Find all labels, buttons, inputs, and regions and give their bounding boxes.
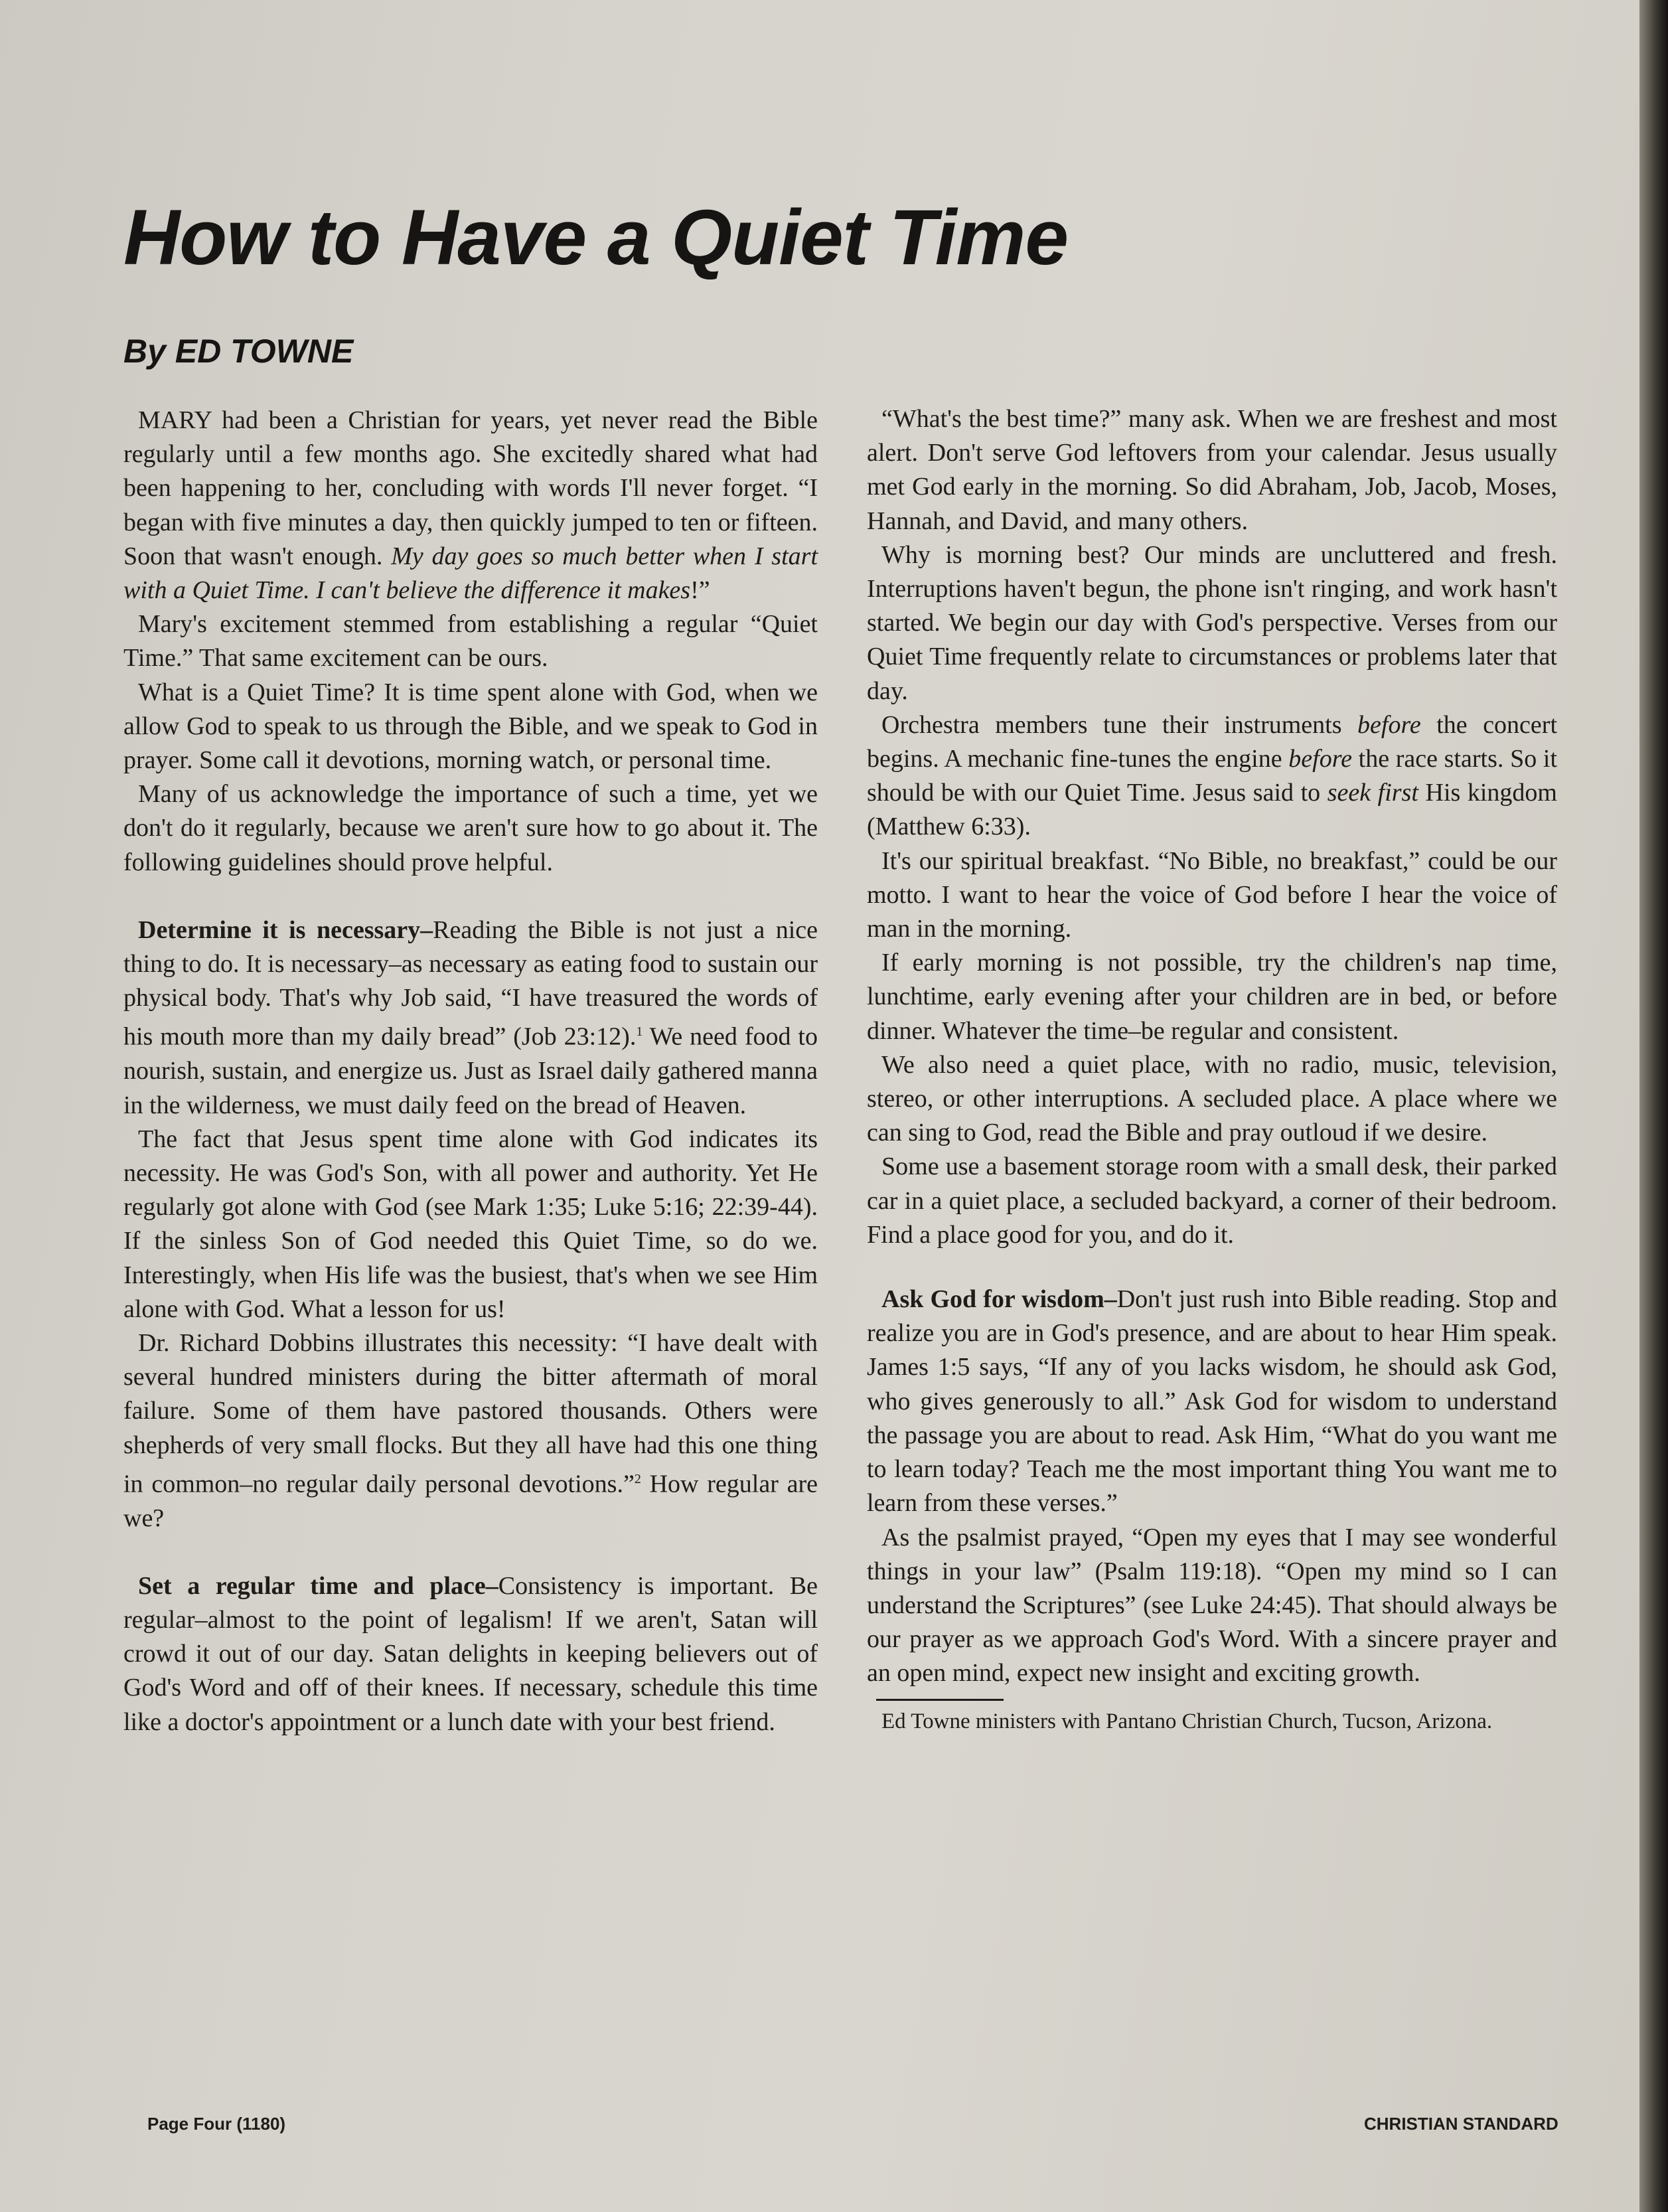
right-column bbox=[867, 402, 1557, 1733]
paragraph: Determine it is necessary–Reading the Bible is not just a nice thing to do. It is necessary–as necessary as eating food to sustain our physical body. That's why Job said, “I have treasured the words of his mouth more than my daily bread” (Job 23:12).$^1$ We need food to nourish, sustain, and energize us. Just as Israel daily gathered manna in the wilderness, we must daily feed on the bread of Heaven. bbox=[123, 915, 818, 1119]
section-heading: Set a regular time and place– bbox=[138, 1571, 498, 1600]
paragraph: Some use a basement storage room with a small desk, their parked car in a quiet place, a secluded backyard, a corner of their bedroom. Find a place good for you, and do it. bbox=[867, 1152, 1557, 1249]
byline: By ED TOWNE bbox=[123, 333, 354, 370]
paragraph: “What's the best time?” many ask. When we are freshest and most alert. Don't serve God leftovers from your calendar. Jesus usually met God early in the morning. So did Abraham, Job, Jacob, Moses, Hannah, and David, and many others. bbox=[867, 405, 1557, 535]
paragraph: Mary's excitement stemmed from establishing a regular “Quiet Time.” That same excitement can be ours. bbox=[123, 610, 818, 672]
paragraph: It's our spiritual breakfast. “No Bible, no breakfast,” could be our motto. I want to hear the voice of God before I hear the voice of man in the morning. bbox=[867, 846, 1557, 943]
paragraph: Set a regular time and place–Consistency is important. Be regular–almost to the point of legalism! If we aren't, Satan will crowd it out of our day. Satan delights in keeping believers out of God's Word and off of their knees. If necessary, schedule this time like a doctor's appointment or a lunch date with your best friend. bbox=[123, 1571, 818, 1736]
page-edge bbox=[1639, 0, 1668, 2212]
author-bio: Ed Towne ministers with Pantano Christian Church, Tucson, Arizona. bbox=[881, 1709, 1493, 1733]
footnote-mark: 2 bbox=[634, 1471, 641, 1486]
article-title: How to Have a Quiet Time bbox=[123, 194, 1068, 281]
paragraph: Orchestra members tune their instruments before the concert begins. A mechanic fine-tunes the engine before the race starts. So it should be with our Quiet Time. Jesus said to seek first His kingdom (Matthew 6:33). bbox=[867, 710, 1558, 841]
divider bbox=[876, 1699, 1004, 1701]
left-column bbox=[123, 404, 818, 1739]
paragraph: What is a Quiet Time? It is time spent alone with God, when we allow God to speak to us through the Bible, and we speak to God in prayer. Some call it devotions, morning watch, or personal time. bbox=[123, 678, 818, 775]
paragraph: Many of us acknowledge the importance of such a time, yet we don't do it regularly, because we aren't sure how to go about it. The following guidelines should prove helpful. bbox=[123, 780, 818, 876]
page-number: Page Four (1180) bbox=[147, 2114, 286, 2134]
paragraph: Why is morning best? Our minds are uncluttered and fresh. Interruptions haven't begun, the phone isn't ringing, and work hasn't started. We begin our day with God's perspective. Verses from our Quiet Time frequently relate to circumstances or problems later that day. bbox=[867, 540, 1557, 705]
paragraph: We also need a quiet place, with no radio, music, television, stereo, or other interruptions. A secluded place. A place where we can sing to God, read the Bible and pray outloud if we desire. bbox=[867, 1050, 1557, 1147]
paragraph: If early morning is not possible, try the children's nap time, lunchtime, early evening after your children are in bed, or before dinner. Whatever the time–be regular and consistent. bbox=[867, 949, 1557, 1045]
footnote-mark: 1 bbox=[636, 1024, 643, 1040]
publication-name: CHRISTIAN STANDARD bbox=[1364, 2114, 1558, 2134]
section-heading: Determine it is necessary– bbox=[138, 915, 433, 944]
paragraph: Dr. Richard Dobbins illustrates this necessity: “I have dealt with several hundred ministers during the bitter aftermath of moral failure. Some of them have pastored thousands. Others were shepherds of very small flocks. But they all have had this one thing in common–no regular daily personal devotions.”$^2$ How regular are we? bbox=[123, 1328, 818, 1532]
paragraph: Ask God for wisdom–Don't just rush into Bible reading. Stop and realize you are in God's presence, and are about to hear Him speak. James 1:5 says, “If any of you lacks wisdom, he should ask God, who gives generously to all.” Ask God for wisdom to understand the passage you are about to read. Ask Him, “What do you want me to learn today? Teach me the most important thing You want me to learn from these verses.” bbox=[867, 1285, 1557, 1518]
paragraph: As the psalmist prayed, “Open my eyes that I may see wonderful things in your law” (Psalm 119:18). “Open my mind so I can understand the Scriptures” (see Luke 24:45). That should always be our prayer as we approach God's Word. With a sincere prayer and an open mind, expect new insight and exciting growth. bbox=[867, 1523, 1557, 1688]
paragraph: The fact that Jesus spent time alone with God indicates its necessity. He was God's Son, with all power and authority. Yet He regularly got alone with God (see Mark 1:35; Luke 5:16; 22:39-44). If the sinless Son of God needed this Quiet Time, so do we. Interestingly, when His life was the busiest, that's when we see Him alone with God. What a lesson for us! bbox=[123, 1125, 818, 1323]
paragraph: MARY had been a Christian for years, yet never read the Bible regularly until a few months ago. She excitedly shared what had been happening to her, concluding with words I'll never forget. “I began with five minutes a day, then quickly jumped to ten or fifteen. Soon that wasn't enough. My day goes so much better when I start with a Quiet Time. I can't believe the difference it makes!” bbox=[123, 406, 818, 605]
section-heading: Ask God for wisdom– bbox=[881, 1285, 1117, 1314]
